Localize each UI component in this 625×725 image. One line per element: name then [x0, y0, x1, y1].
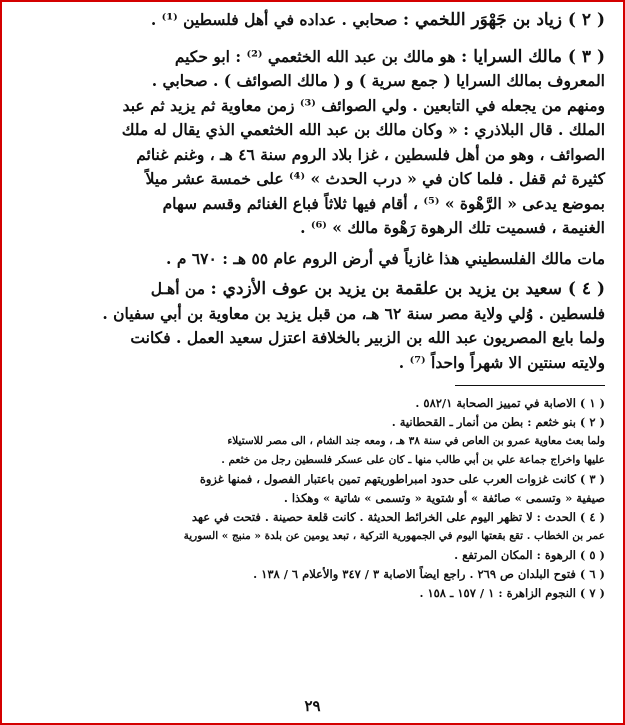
entry-3 — [22, 45, 605, 272]
footnote-separator — [455, 385, 605, 386]
footnote: ( ٣ ) كانت غزوات العرب على حدود امبراطوريتهم تمين باعتبار الفصول ، فمنها غزوة — [199, 472, 605, 486]
footnotes — [22, 394, 605, 603]
entry-3-line: كثيرة ثم قفل . فلما كان في « درب الحدث » ⁽⁴⁾ على خمسة عشر ميلاً — [145, 169, 605, 188]
footnote: عمر بن الخطاب . تقع بقعتها اليوم في الجمهورية التركية ، تبعد يومين عن بلدة « منبج » السورية — [183, 530, 605, 542]
entry-4-line: ولايته سنتين الا شهراً واحداً ⁽⁷⁾ . — [398, 352, 605, 372]
entry-3-line: المعروف بمالك السرايا ( جمع سرية ) و ( مالك الصوائف ) . صحابي . — [151, 71, 605, 90]
footnote: ( ٧ ) النجوم الزاهرة : ١ / ١٥٧ ـ ١٥٨ . — [419, 586, 605, 600]
entry-3-line: بموضع يدعى « الرَّهْوة » ⁽⁵⁾ ، أقام فيها ثلاثاً فباع الغنائم وقسم سهام — [162, 193, 605, 213]
entry-3-text-0: هو مالك بن عبد الله الخثعمي ⁽²⁾ : ابو حكيم — [174, 46, 456, 66]
entry-3-line: الصوائف ، وهو من أهل فلسطين ، غزا بلاد الروم سنة ٤٦ هـ ، وغنم غنائم — [136, 144, 605, 164]
entry-4 — [22, 277, 605, 375]
entry-3-line-1 — [22, 45, 605, 70]
entry-3-line: الملك . قال البلاذري : « وكان مالك بن عبد الله الخثعمي الذي يقال له ملك — [121, 120, 605, 139]
entry-3-title: ( ٣ ) مالك السرايا : — [461, 46, 605, 67]
footnote: عليها واخراج جماعة علي بن أبي طالب منها ـ كان على عسكر فلسطين رجل من خثعم . — [221, 454, 605, 466]
footnote: ولما بعث معاوية عمرو بن العاص في سنة ٣٨ هـ ، ومعه جند الشام ، الى مصر للاستيلاء — [227, 435, 605, 447]
footnote: ( ٦ ) فتوح البلدان ص ٢٦٩ . راجع ايضاً الاصابة ٣ / ٣٤٧ والأعلام ٦ / ١٣٨ . — [253, 567, 605, 581]
footnote: ( ١ ) الاصابة في تمييز الصحابة ٥٨٢/١ . — [415, 396, 605, 410]
entry-4-first-tail: من أهـل — [150, 279, 206, 298]
entry-2-text: صحابي . عداده في أهل فلسطين ⁽¹⁾ . — [150, 10, 398, 29]
page-number: ٢٩ — [304, 697, 321, 715]
entry-4-line: ولما بايع المصريون عبد الله بن الزبير بالخلافة اعتزل سعيد العمل . فكانت — [130, 328, 605, 347]
page-content — [22, 8, 605, 603]
entry-2 — [22, 8, 605, 33]
entry-3-line: ومنهم من يجعله في التابعين . ولي الصوائف ⁽³⁾ زمن معاوية ثم يزيد ثم عبد — [122, 95, 605, 115]
footnote: ( ٤ ) الحدث : لا تظهر اليوم على الخرائط الحديثة . كانت قلعة حصينة . فتحت في عهد — [191, 510, 605, 524]
entry-4-title: ( ٤ ) سعيد بن يزيد بن علقمة بن يزيد بن عوف الأزدي : — [210, 279, 605, 299]
entry-3-death-note: مات مالك الفلسطيني هذا غازياً في أرض الروم عام ٥٥ هـ : ٦٧٠ م . — [166, 248, 605, 268]
entry-2-title: ( ٢ ) زياد بن جَهْوَر اللخمي : — [402, 10, 605, 30]
footnote: ( ٥ ) الرهوة : المكان المرتفع . — [454, 548, 605, 562]
footnote: ( ٢ ) بنو خثعم : بطن من أنمار ـ القحطانية . — [391, 415, 605, 429]
footnote: صيفية « وتسمى » صائفة » أو شتوية « وتسمى » شاتية » وهكذا . — [283, 491, 605, 505]
entry-4-line: فلسطين . وُلي ولاية مصر سنة ٦٢ هـ، من قبل يزيد بن معاوية بن أبي سفيان . — [102, 303, 605, 323]
entry-4-line-1 — [22, 277, 605, 302]
entry-3-line: الغنيمة ، فسميت تلك الرهوة رَهْوة مالك » ⁽⁶⁾ . — [300, 218, 605, 237]
